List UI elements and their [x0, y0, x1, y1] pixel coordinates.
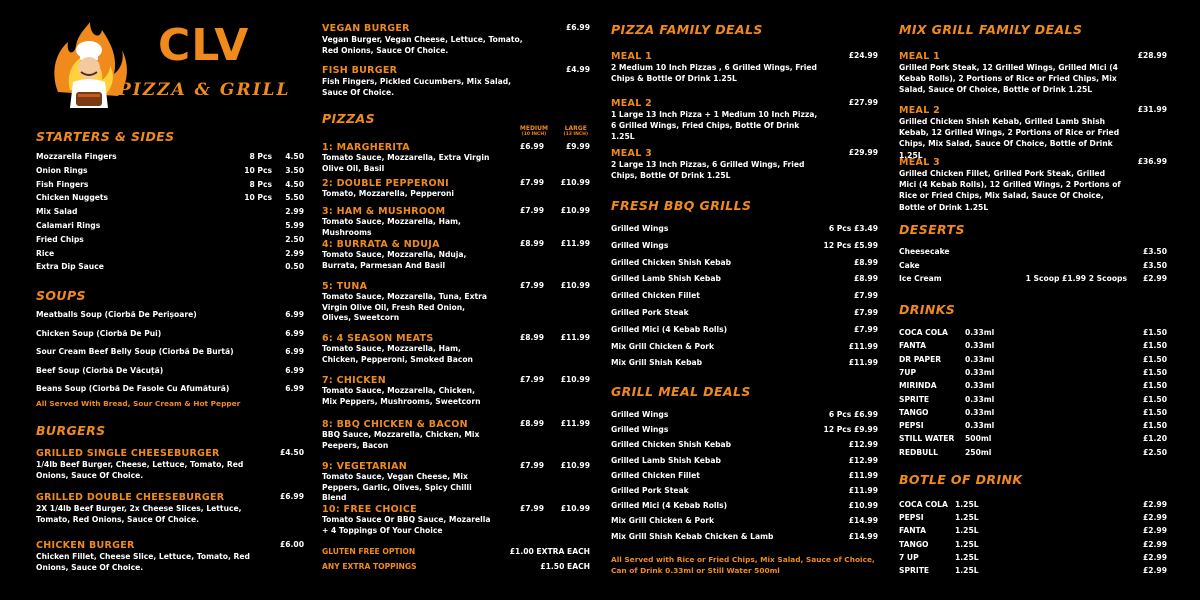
item-price: £8.99	[853, 257, 878, 267]
menu-block	[36, 448, 304, 481]
menu-row	[899, 245, 1167, 258]
pizza-name: 1: MARGHERITA	[322, 142, 410, 153]
item-price: 6 Pcs £3.49	[828, 224, 878, 233]
item-size: 0.33ml	[965, 328, 995, 337]
menu-row	[899, 353, 1167, 366]
menu-row	[36, 191, 304, 204]
item-price: 6.99	[285, 328, 304, 338]
menu-block	[611, 148, 878, 181]
item-price: £1.50	[1142, 341, 1167, 351]
item-name: Grilled Lamb Shish Kebab	[611, 455, 721, 465]
section-title-mix-grill-family: MIX GRILL FAMILY DEALS	[899, 22, 1083, 37]
menu-row	[36, 382, 304, 395]
item-price: 5.50	[285, 193, 304, 203]
menu-row	[36, 260, 304, 273]
item-name: Grilled Pork Steak	[611, 308, 689, 317]
menu-row	[611, 530, 878, 543]
menu-row	[36, 205, 304, 218]
item-name: FANTA	[899, 526, 927, 536]
pizza-price-large: £11.99	[560, 419, 590, 428]
item-price: £10.99	[848, 501, 878, 511]
menu-block	[36, 492, 304, 525]
menu-row	[36, 178, 304, 191]
pizza-price-medium: £8.99	[519, 239, 544, 248]
pizza-name: 2: DOUBLE PEPPERONI	[322, 178, 449, 189]
item-name: Ice Cream	[899, 274, 942, 283]
item-price: 4.50	[285, 152, 304, 161]
menu-row	[899, 272, 1167, 285]
section-title-grill-meal: GRILL MEAL DEALS	[611, 384, 751, 399]
item-description: Grilled Chicken Fillet, Grilled Pork Steak, Grilled Mici (4 Kebab Rolls), 12 Grilled Wings, 2 Portions of Rice or Fried Chips, Mix Salad, Sauce Of Choice, Bottle of Drink 1.25L	[899, 169, 1121, 212]
item-description: 2 Medium 10 Inch Pizzas , 6 Grilled Wings, Fried Chips & Bottle Of Drink 1.25L	[611, 63, 817, 84]
pizza-price-medium: £6.99	[519, 142, 544, 151]
menu-row	[36, 150, 304, 163]
pizza-description: Tomato Sauce, Mozzarella, Tuna, Extra Virgin Olive Oil, Fresh Red Onion, Olives, Sweetcorn	[322, 292, 487, 323]
item-price: 4.50	[285, 179, 304, 189]
item-description: 2X 1/4lb Beef Burger, 2x Cheese Slices, Lettuce, Tomato, Red Onions, Sauce Of Choice.	[36, 504, 242, 525]
pizza-item	[322, 504, 590, 536]
item-title: MEAL 2	[899, 105, 941, 116]
menu-row	[611, 469, 878, 482]
item-name: Mozzarella Fingers	[36, 152, 117, 161]
item-price: 0.50	[285, 262, 304, 272]
item-description: 2 Large 13 Inch Pizzas, 6 Grilled Wings, Fried Chips, Bottle Of Drink 1.25L	[611, 160, 805, 181]
pizza-price-large: £11.99	[560, 333, 590, 342]
item-size: 0.33ml	[965, 354, 995, 364]
menu-row	[611, 239, 878, 252]
menu-row	[611, 340, 878, 353]
pizza-price-medium: £7.99	[519, 461, 544, 470]
menu-row	[899, 379, 1167, 392]
item-size: 0.33ml	[965, 341, 995, 351]
extra-price: £1.50 EACH	[540, 562, 590, 571]
item-name: Onion Rings	[36, 165, 88, 175]
item-name: 7UP	[899, 367, 917, 377]
item-name: Mix Grill Shish Kebab Chicken & Lamb	[611, 531, 774, 541]
item-name: DR PAPER	[899, 354, 942, 364]
item-description: Chicken Fillet, Cheese Slice, Lettuce, Tomato, Red Onions, Sauce Of Choice.	[36, 552, 250, 573]
item-name: Grilled Wings	[611, 425, 669, 435]
item-name: COCA COLA	[899, 500, 948, 509]
item-name: PEPSI	[899, 513, 924, 523]
pizza-name: 8: BBQ CHICKEN & BACON	[322, 419, 468, 430]
item-price: £2.99	[1142, 552, 1167, 562]
item-title: MEAL 1	[611, 51, 653, 62]
pizza-description: Tomato, Mozzarella, Pepperoni	[322, 189, 454, 198]
item-name: 7 UP	[899, 552, 919, 562]
item-name: Rice	[36, 248, 55, 258]
pizza-item	[322, 142, 590, 174]
section-title-desserts: DESERTS	[899, 222, 965, 237]
menu-row	[611, 484, 878, 497]
item-price: £1.50	[1142, 367, 1167, 377]
size-large-label: LARGE	[564, 125, 587, 132]
pizza-extra-row	[322, 545, 590, 558]
item-name: Grilled Wings	[611, 410, 669, 419]
item-name: Sour Cream Beef Belly Soup (Ciorbă De Burtă)	[36, 347, 234, 356]
item-price: £36.99	[1137, 157, 1167, 166]
item-name: Grilled Chicken Shish Kebab	[611, 257, 732, 267]
item-price: £3.50	[1142, 247, 1167, 256]
pizza-item	[322, 239, 590, 271]
item-price: £6.00	[279, 540, 304, 549]
menu-row	[611, 454, 878, 467]
item-name: Meatballs Soup (Ciorbă De Perișoare)	[36, 310, 197, 319]
item-price: £3.50	[1142, 260, 1167, 270]
item-name: Beef Soup (Ciorbă De Văcuță)	[36, 365, 164, 375]
item-price: £2.50	[1142, 447, 1167, 457]
item-quantity: 10 Pcs	[244, 165, 272, 175]
item-name: Fried Chips	[36, 234, 84, 244]
menu-block	[899, 157, 1167, 213]
pizza-price-large: £10.99	[560, 375, 590, 384]
column-4	[899, 0, 1167, 600]
item-name: Grilled Wings	[611, 240, 669, 250]
logo-text: CLV	[158, 20, 250, 71]
item-title: MEAL 2	[611, 98, 653, 109]
item-price: £4.50	[279, 448, 304, 457]
pizza-price-medium: £7.99	[519, 281, 544, 290]
item-price: 12 Pcs £5.99	[823, 240, 878, 250]
item-price: 6.99	[285, 384, 304, 393]
pizza-name: 6: 4 SEASON MEATS	[322, 333, 434, 344]
pizza-description: BBQ Sauce, Mozzarella, Chicken, Mix Peepers, Bacon	[322, 430, 480, 450]
pizza-price-medium: £8.99	[519, 419, 544, 428]
pizza-price-medium: £8.99	[519, 333, 544, 342]
pizza-price-medium: £7.99	[519, 504, 544, 513]
menu-row	[611, 222, 878, 235]
item-price: 6 Pcs £6.99	[828, 410, 878, 419]
item-size: 1.25L	[955, 526, 979, 536]
item-name: Cake	[899, 260, 920, 270]
menu-row	[611, 408, 878, 421]
item-name: Mix Grill Chicken & Pork	[611, 341, 715, 351]
item-title: MEAL 3	[611, 148, 653, 159]
item-size: 0.33ml	[965, 381, 995, 391]
section-title-starters: STARTERS & SIDES	[36, 129, 175, 144]
section-title-soups: SOUPS	[36, 288, 86, 303]
item-price: 6.99	[285, 347, 304, 356]
item-title: MEAL 1	[899, 51, 941, 62]
pizza-price-large: £10.99	[560, 281, 590, 290]
item-name: STILL WATER	[899, 434, 955, 444]
menu-block	[611, 51, 878, 84]
item-name: COCA COLA	[899, 328, 948, 337]
menu-row	[899, 366, 1167, 379]
size-medium-sub: (10 INCH)	[521, 132, 547, 137]
item-name: Extra Dip Sauce	[36, 262, 104, 272]
item-quantity: 8 Pcs	[249, 179, 272, 189]
pizza-price-large: £9.99	[565, 142, 590, 151]
pizza-price-medium: £7.99	[519, 206, 544, 215]
item-price: £29.99	[848, 148, 878, 157]
item-name: Grilled Chicken Fillet	[611, 291, 700, 301]
item-name: Mix Grill Chicken & Pork	[611, 516, 715, 526]
item-name: REDBULL	[899, 447, 938, 457]
item-name: Grilled Chicken Fillet	[611, 470, 700, 480]
item-name: PEPSI	[899, 421, 924, 431]
item-price: £7.99	[853, 324, 878, 334]
pizza-item	[322, 461, 590, 504]
item-price: £11.99	[848, 358, 878, 368]
item-price: £11.99	[848, 470, 878, 480]
item-price: £31.99	[1137, 105, 1167, 114]
item-price: £2.99	[1142, 539, 1167, 549]
menu-row	[611, 356, 878, 369]
pizza-description: Tomato Sauce, Mozzarella, Ham, Chicken, Pepperoni, Smoked Bacon	[322, 344, 473, 364]
item-description: Grilled Chicken Shish Kebab, Grilled Lamb Shish Kebab, 12 Grilled Wings, 2 Portions of Rice or Fried Chips, Mix Salad, Sauce Of Choice, Bottle of Drink 1.25L	[899, 117, 1120, 160]
item-title: MEAL 3	[899, 157, 941, 168]
item-price: 3.50	[285, 165, 304, 175]
item-price: £1.50	[1142, 421, 1167, 431]
item-name: Grilled Mici (4 Kebab Rolls)	[611, 501, 728, 511]
menu-row	[611, 289, 878, 302]
menu-block	[322, 23, 590, 56]
pizza-item	[322, 206, 590, 238]
section-title-pizzas: PIZZAS	[322, 111, 376, 126]
item-size: 1.25L	[955, 539, 979, 549]
item-description: 1/4lb Beef Burger, Cheese, Lettuce, Tomato, Red Onions, Sauce Of Choice.	[36, 460, 244, 481]
item-price: 5.99	[285, 221, 304, 230]
pizza-name: 3: HAM & MUSHROOM	[322, 206, 446, 217]
item-size: 250ml	[965, 447, 992, 457]
menu-row	[899, 432, 1167, 445]
pizza-description: Tomato Sauce, Mozzarella, Chicken, Mix Peppers, Mushrooms, Sweetcorn	[322, 386, 481, 406]
item-price: 6.99	[285, 310, 304, 319]
section-title-bbq: FRESH BBQ GRILLS	[611, 198, 752, 213]
item-price: £2.99	[1142, 274, 1167, 283]
pizza-name: 10: FREE CHOICE	[322, 504, 417, 515]
item-price: £12.99	[848, 440, 878, 450]
item-size: 0.33ml	[965, 421, 995, 431]
item-price: £8.99	[853, 274, 878, 284]
item-name: Beans Soup (Ciorbă De Fasole Cu Afumătură)	[36, 384, 230, 393]
size-header-large	[564, 125, 588, 137]
item-name: FANTA	[899, 341, 927, 351]
column-1	[36, 0, 304, 600]
menu-row	[36, 308, 304, 321]
item-price: £11.99	[848, 341, 878, 351]
menu-row	[899, 538, 1167, 551]
menu-row	[36, 247, 304, 260]
item-name: Grilled Chicken Shish Kebab	[611, 440, 732, 450]
column-3	[611, 0, 878, 600]
menu-row	[899, 524, 1167, 537]
menu-row	[899, 393, 1167, 406]
item-price: £28.99	[1137, 51, 1167, 60]
pizza-price-large: £11.99	[560, 239, 590, 248]
item-price: £6.99	[565, 23, 590, 32]
item-name: Chicken Nuggets	[36, 193, 109, 203]
pizza-price-large: £10.99	[560, 461, 590, 470]
pizza-price-large: £10.99	[560, 178, 590, 187]
item-price: 2.99	[285, 248, 304, 258]
item-price: £2.99	[1142, 500, 1167, 509]
size-header-medium	[520, 125, 548, 137]
item-price: £1.50	[1142, 354, 1167, 364]
menu-row	[899, 551, 1167, 564]
item-price: 2.99	[285, 207, 304, 217]
menu-row	[899, 339, 1167, 352]
menu-row	[899, 511, 1167, 524]
item-price: £2.99	[1142, 566, 1167, 575]
item-name: Chicken Soup (Ciorbă De Pui)	[36, 328, 162, 338]
item-price: £1.20	[1142, 434, 1167, 444]
size-medium-label: MEDIUM	[519, 125, 548, 132]
pizza-price-large: £10.99	[560, 206, 590, 215]
item-price: £7.99	[853, 291, 878, 301]
pizza-item	[322, 375, 590, 407]
menu-row	[899, 564, 1167, 577]
item-name: Mix Salad	[36, 207, 78, 217]
menu-row	[611, 306, 878, 319]
item-size: 0.33ml	[965, 367, 995, 377]
item-price: £2.99	[1142, 513, 1167, 523]
menu-row	[611, 514, 878, 527]
item-price: £4.99	[565, 65, 590, 74]
menu-row	[899, 326, 1167, 339]
pizza-description: Tomato Sauce Or BBQ Sauce, Mozarella + 4 Toppings Of Your Choice	[322, 515, 491, 535]
grill-meal-note: All Served with Rice or Fried Chips, Mix Salad, Sauce of Choice, Can of Drink 0.33ml or Still Water 500ml	[611, 555, 875, 575]
item-price: 6.99	[285, 365, 304, 375]
menu-block	[899, 105, 1167, 161]
menu-row	[611, 256, 878, 269]
item-price: £14.99	[848, 516, 878, 526]
pizza-description: Tomato Sauce, Mozzarella, Nduja, Burrata, Parmesan And Basil	[322, 250, 467, 270]
size-large-sub: (13 INCH)	[563, 132, 588, 137]
extra-name: GLUTEN FREE OPTION	[322, 547, 416, 556]
logo-subtitle: PIZZA & GRILL	[118, 80, 291, 100]
item-quantity: 1 Scoop £1.99 2 Scoops	[1025, 274, 1127, 283]
pizza-extra-row	[322, 560, 590, 573]
item-size: 1.25L	[955, 552, 979, 562]
item-price: £6.99	[279, 492, 304, 501]
item-price: £1.50	[1142, 394, 1167, 404]
item-title: GRILLED DOUBLE CHEESEBURGER	[36, 492, 225, 503]
extra-name: ANY EXTRA TOPPINGS	[322, 562, 417, 571]
menu-row	[611, 499, 878, 512]
menu-block	[322, 65, 590, 98]
section-title-pizza-family: PIZZA FAMILY DEALS	[611, 22, 763, 37]
item-price: £24.99	[848, 51, 878, 60]
item-quantity: 8 Pcs	[249, 152, 272, 161]
menu-block	[899, 51, 1167, 96]
item-price: £7.99	[853, 308, 878, 317]
item-name: TANGO	[899, 539, 929, 549]
menu-row	[611, 272, 878, 285]
item-price: £12.99	[848, 455, 878, 465]
section-title-drinks: DRINKS	[899, 302, 956, 317]
item-description: Grilled Pork Steak, 12 Grilled Wings, Grilled Mici (4 Kebab Rolls), 2 Portions of Rice or Fried Chips, Mix Salad, Sauce Of Choice, Bottle of Drink 1.25L	[899, 63, 1118, 95]
menu-row	[899, 419, 1167, 432]
menu-row	[899, 498, 1167, 511]
item-name: TANGO	[899, 407, 929, 417]
item-price: £1.50	[1142, 381, 1167, 391]
item-name: Grilled Wings	[611, 224, 669, 233]
menu-row	[36, 364, 304, 377]
item-description: 1 Large 13 Inch Pizza + 1 Medium 10 Inch Pizza, 6 Grilled Wings, Fried Chips, Bottle Of Drink 1.25L	[611, 110, 818, 142]
item-name: Grilled Pork Steak	[611, 486, 689, 495]
pizza-item	[322, 281, 590, 324]
item-name: Grilled Lamb Shish Kebab	[611, 274, 721, 284]
item-name: Mix Grill Shish Kebab	[611, 358, 703, 368]
item-size: 1.25L	[955, 566, 979, 575]
item-size: 1.25L	[955, 500, 979, 509]
item-price: £27.99	[848, 98, 878, 107]
soups-note: All Served With Bread, Sour Cream & Hot Pepper	[36, 399, 241, 408]
item-size: 1.25L	[955, 513, 979, 523]
item-quantity: 10 Pcs	[244, 193, 272, 203]
pizza-name: 5: TUNA	[322, 281, 368, 292]
item-price: £11.99	[848, 486, 878, 495]
item-name: Calamari Rings	[36, 221, 101, 230]
menu-block	[611, 98, 878, 143]
extra-price: £1.00 EXTRA EACH	[509, 547, 590, 556]
menu-row	[899, 446, 1167, 459]
item-price: £1.50	[1142, 328, 1167, 337]
menu-row	[36, 219, 304, 232]
menu-row	[899, 259, 1167, 272]
item-name: SPRITE	[899, 394, 930, 404]
item-name: SPRITE	[899, 566, 930, 575]
section-title-bottles: BOTLE OF DRINK	[899, 472, 1023, 487]
section-title-burgers: BURGERS	[36, 423, 106, 438]
item-description: Fish Fingers, Pickled Cucumbers, Mix Salad, Sauce Of Choice.	[322, 77, 512, 98]
pizza-item	[322, 333, 590, 365]
menu-row	[36, 164, 304, 177]
pizza-name: 9: VEGETARIAN	[322, 461, 407, 472]
menu-row	[36, 327, 304, 340]
menu-row	[36, 233, 304, 246]
item-title: GRILLED SINGLE CHEESEBURGER	[36, 448, 220, 459]
item-size: 500ml	[965, 434, 992, 444]
item-name: Grilled Mici (4 Kebab Rolls)	[611, 324, 728, 334]
item-size: 0.33ml	[965, 394, 995, 404]
item-price: 2.50	[285, 234, 304, 244]
menu-row	[611, 323, 878, 336]
item-name: Cheesecake	[899, 247, 950, 256]
item-title: VEGAN BURGER	[322, 23, 410, 34]
pizza-name: 7: CHICKEN	[322, 375, 386, 386]
item-price: £2.99	[1142, 526, 1167, 536]
pizza-description: Tomato Sauce, Vegan Cheese, Mix Peppers, Garlic, Olives, Spicy Chilli Blend	[322, 472, 472, 503]
item-title: CHICKEN BURGER	[36, 540, 135, 551]
item-name: Fish Fingers	[36, 179, 89, 189]
pizza-description: Tomato Sauce, Mozzarella, Ham, Mushrooms	[322, 217, 461, 237]
menu-row	[36, 345, 304, 358]
pizza-price-medium: £7.99	[519, 178, 544, 187]
item-description: Vegan Burger, Vegan Cheese, Lettuce, Tomato, Red Onions, Sauce Of Choice.	[322, 35, 523, 56]
menu-row	[899, 406, 1167, 419]
menu-block	[36, 540, 304, 573]
pizza-item	[322, 178, 590, 200]
pizza-price-medium: £7.99	[519, 375, 544, 384]
pizza-name: 4: BURRATA & NDUJA	[322, 239, 440, 250]
item-title: FISH BURGER	[322, 65, 398, 76]
item-price: 12 Pcs £9.99	[823, 425, 878, 435]
column-2	[322, 0, 590, 600]
pizza-item	[322, 419, 590, 451]
item-price: £1.50	[1142, 407, 1167, 417]
item-size: 0.33ml	[965, 407, 995, 417]
pizza-price-large: £10.99	[560, 504, 590, 513]
item-price: £14.99	[848, 531, 878, 541]
menu-row	[611, 438, 878, 451]
pizza-description: Tomato Sauce, Mozzarella, Extra Virgin Olive Oil, Basil	[322, 153, 490, 173]
menu-row	[611, 423, 878, 436]
item-name: MIRINDA	[899, 381, 937, 391]
